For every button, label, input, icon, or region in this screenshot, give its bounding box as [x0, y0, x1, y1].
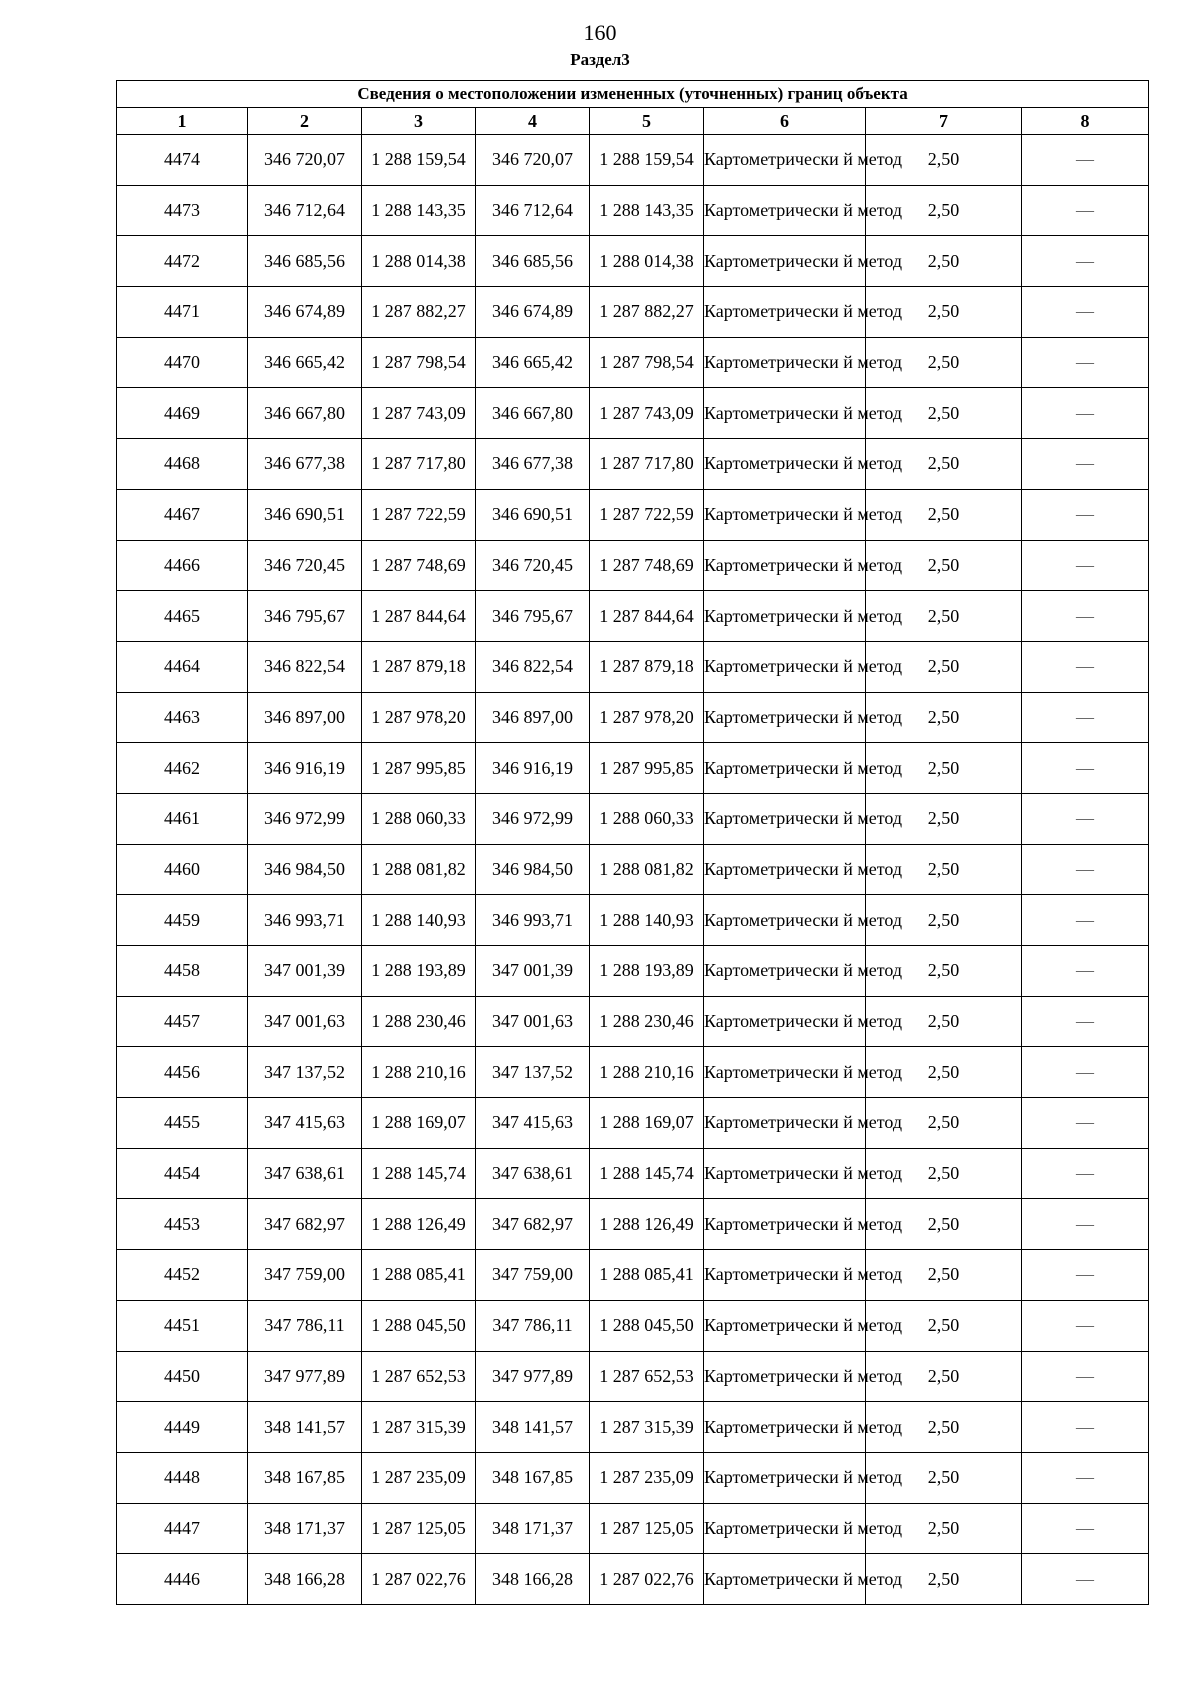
column-header: 6	[704, 108, 866, 135]
x-new-cell: 346 720,45	[476, 540, 590, 591]
accuracy-cell: 2,50	[866, 388, 1022, 439]
accuracy-cell: 2,50	[866, 1250, 1022, 1301]
table-row	[117, 591, 1149, 642]
table-row	[117, 743, 1149, 794]
table-row	[117, 185, 1149, 236]
x-new-cell: 346 674,89	[476, 287, 590, 338]
point-number-cell: 4456	[117, 1047, 248, 1098]
description-cell: —	[1022, 1250, 1149, 1301]
table-row	[117, 641, 1149, 692]
x-old-cell: 347 001,39	[248, 946, 362, 997]
y-old-cell: 1 288 145,74	[362, 1148, 476, 1199]
accuracy-cell: 2,50	[866, 1047, 1022, 1098]
y-new-cell: 1 288 085,41	[590, 1250, 704, 1301]
accuracy-cell: 2,50	[866, 1098, 1022, 1149]
x-new-cell: 346 720,07	[476, 135, 590, 186]
table-row	[117, 135, 1149, 186]
description-cell: —	[1022, 439, 1149, 490]
x-new-cell: 346 665,42	[476, 337, 590, 388]
x-old-cell: 347 682,97	[248, 1199, 362, 1250]
x-new-cell: 347 137,52	[476, 1047, 590, 1098]
table-body	[117, 135, 1149, 1605]
accuracy-cell: 2,50	[866, 591, 1022, 642]
x-new-cell: 346 972,99	[476, 793, 590, 844]
x-new-cell: 348 141,57	[476, 1402, 590, 1453]
method-cell: Картометрически й метод	[704, 540, 866, 591]
x-new-cell: 346 685,56	[476, 236, 590, 287]
x-old-cell: 347 415,63	[248, 1098, 362, 1149]
y-new-cell: 1 288 126,49	[590, 1199, 704, 1250]
table-row	[117, 1047, 1149, 1098]
description-cell: —	[1022, 135, 1149, 186]
x-old-cell: 346 795,67	[248, 591, 362, 642]
y-new-cell: 1 288 143,35	[590, 185, 704, 236]
x-new-cell: 348 166,28	[476, 1554, 590, 1605]
accuracy-cell: 2,50	[866, 1402, 1022, 1453]
point-number-cell: 4452	[117, 1250, 248, 1301]
y-new-cell: 1 287 652,53	[590, 1351, 704, 1402]
method-cell: Картометрически й метод	[704, 1554, 866, 1605]
x-old-cell: 347 759,00	[248, 1250, 362, 1301]
accuracy-cell: 2,50	[866, 1199, 1022, 1250]
point-number-cell: 4446	[117, 1554, 248, 1605]
method-cell: Картометрически й метод	[704, 692, 866, 743]
x-new-cell: 347 638,61	[476, 1148, 590, 1199]
y-old-cell: 1 287 978,20	[362, 692, 476, 743]
method-cell: Картометрически й метод	[704, 1250, 866, 1301]
accuracy-cell: 2,50	[866, 946, 1022, 997]
description-cell: —	[1022, 946, 1149, 997]
point-number-cell: 4459	[117, 895, 248, 946]
x-old-cell: 348 167,85	[248, 1452, 362, 1503]
method-cell: Картометрически й метод	[704, 641, 866, 692]
point-number-cell: 4450	[117, 1351, 248, 1402]
accuracy-cell: 2,50	[866, 692, 1022, 743]
point-number-cell: 4473	[117, 185, 248, 236]
accuracy-cell: 2,50	[866, 185, 1022, 236]
description-cell: —	[1022, 540, 1149, 591]
y-old-cell: 1 288 126,49	[362, 1199, 476, 1250]
x-new-cell: 347 001,39	[476, 946, 590, 997]
method-cell: Картометрически й метод	[704, 1300, 866, 1351]
column-header: 5	[590, 108, 704, 135]
x-old-cell: 346 984,50	[248, 844, 362, 895]
point-number-cell: 4467	[117, 489, 248, 540]
accuracy-cell: 2,50	[866, 439, 1022, 490]
x-new-cell: 347 682,97	[476, 1199, 590, 1250]
table-row	[117, 489, 1149, 540]
x-old-cell: 346 720,07	[248, 135, 362, 186]
x-new-cell: 347 415,63	[476, 1098, 590, 1149]
point-number-cell: 4449	[117, 1402, 248, 1453]
description-cell: —	[1022, 236, 1149, 287]
method-cell: Картометрически й метод	[704, 489, 866, 540]
y-old-cell: 1 288 230,46	[362, 996, 476, 1047]
y-old-cell: 1 288 081,82	[362, 844, 476, 895]
x-old-cell: 346 916,19	[248, 743, 362, 794]
point-number-cell: 4453	[117, 1199, 248, 1250]
method-cell: Картометрически й метод	[704, 1047, 866, 1098]
table-row	[117, 1452, 1149, 1503]
accuracy-cell: 2,50	[866, 236, 1022, 287]
x-new-cell: 347 001,63	[476, 996, 590, 1047]
y-old-cell: 1 287 722,59	[362, 489, 476, 540]
table-row	[117, 388, 1149, 439]
accuracy-cell: 2,50	[866, 1503, 1022, 1554]
point-number-cell: 4447	[117, 1503, 248, 1554]
y-new-cell: 1 288 230,46	[590, 996, 704, 1047]
accuracy-cell: 2,50	[866, 287, 1022, 338]
description-cell: —	[1022, 185, 1149, 236]
method-cell: Картометрически й метод	[704, 337, 866, 388]
y-old-cell: 1 288 014,38	[362, 236, 476, 287]
x-old-cell: 347 786,11	[248, 1300, 362, 1351]
y-new-cell: 1 287 125,05	[590, 1503, 704, 1554]
y-new-cell: 1 288 045,50	[590, 1300, 704, 1351]
y-old-cell: 1 287 125,05	[362, 1503, 476, 1554]
description-cell: —	[1022, 895, 1149, 946]
column-header: 2	[248, 108, 362, 135]
method-cell: Картометрически й метод	[704, 1199, 866, 1250]
y-new-cell: 1 288 169,07	[590, 1098, 704, 1149]
accuracy-cell: 2,50	[866, 1351, 1022, 1402]
table-row	[117, 692, 1149, 743]
description-cell: —	[1022, 388, 1149, 439]
y-old-cell: 1 288 159,54	[362, 135, 476, 186]
x-new-cell: 346 897,00	[476, 692, 590, 743]
x-new-cell: 346 822,54	[476, 641, 590, 692]
y-new-cell: 1 287 743,09	[590, 388, 704, 439]
description-cell: —	[1022, 844, 1149, 895]
method-cell: Картометрически й метод	[704, 185, 866, 236]
x-old-cell: 346 822,54	[248, 641, 362, 692]
description-cell: —	[1022, 591, 1149, 642]
y-old-cell: 1 288 169,07	[362, 1098, 476, 1149]
y-old-cell: 1 287 882,27	[362, 287, 476, 338]
description-cell: —	[1022, 1300, 1149, 1351]
x-old-cell: 347 638,61	[248, 1148, 362, 1199]
y-old-cell: 1 288 060,33	[362, 793, 476, 844]
table-row	[117, 895, 1149, 946]
accuracy-cell: 2,50	[866, 1554, 1022, 1605]
y-old-cell: 1 287 022,76	[362, 1554, 476, 1605]
x-old-cell: 346 720,45	[248, 540, 362, 591]
table-row	[117, 236, 1149, 287]
table-row	[117, 1351, 1149, 1402]
y-new-cell: 1 288 210,16	[590, 1047, 704, 1098]
x-old-cell: 348 171,37	[248, 1503, 362, 1554]
y-new-cell: 1 287 798,54	[590, 337, 704, 388]
accuracy-cell: 2,50	[866, 1300, 1022, 1351]
column-header: 4	[476, 108, 590, 135]
description-cell: —	[1022, 692, 1149, 743]
y-new-cell: 1 288 145,74	[590, 1148, 704, 1199]
point-number-cell: 4466	[117, 540, 248, 591]
y-old-cell: 1 287 743,09	[362, 388, 476, 439]
x-old-cell: 348 166,28	[248, 1554, 362, 1605]
table-row	[117, 337, 1149, 388]
description-cell: —	[1022, 743, 1149, 794]
x-old-cell: 346 667,80	[248, 388, 362, 439]
y-new-cell: 1 287 879,18	[590, 641, 704, 692]
table-caption-row	[117, 81, 1149, 108]
x-old-cell: 347 001,63	[248, 996, 362, 1047]
point-number-cell: 4461	[117, 793, 248, 844]
table-header-row	[117, 108, 1149, 135]
x-new-cell: 346 916,19	[476, 743, 590, 794]
description-cell: —	[1022, 1554, 1149, 1605]
x-new-cell: 346 993,71	[476, 895, 590, 946]
description-cell: —	[1022, 489, 1149, 540]
point-number-cell: 4448	[117, 1452, 248, 1503]
y-new-cell: 1 287 978,20	[590, 692, 704, 743]
table-row	[117, 1250, 1149, 1301]
x-new-cell: 346 984,50	[476, 844, 590, 895]
point-number-cell: 4470	[117, 337, 248, 388]
method-cell: Картометрически й метод	[704, 388, 866, 439]
y-new-cell: 1 288 140,93	[590, 895, 704, 946]
x-new-cell: 347 759,00	[476, 1250, 590, 1301]
method-cell: Картометрически й метод	[704, 946, 866, 997]
y-new-cell: 1 287 722,59	[590, 489, 704, 540]
y-old-cell: 1 288 085,41	[362, 1250, 476, 1301]
x-old-cell: 347 977,89	[248, 1351, 362, 1402]
column-header: 8	[1022, 108, 1149, 135]
point-number-cell: 4463	[117, 692, 248, 743]
y-old-cell: 1 287 844,64	[362, 591, 476, 642]
x-old-cell: 348 141,57	[248, 1402, 362, 1453]
description-cell: —	[1022, 1402, 1149, 1453]
y-old-cell: 1 288 140,93	[362, 895, 476, 946]
x-new-cell: 346 677,38	[476, 439, 590, 490]
x-new-cell: 346 712,64	[476, 185, 590, 236]
accuracy-cell: 2,50	[866, 996, 1022, 1047]
table-row	[117, 540, 1149, 591]
x-old-cell: 346 677,38	[248, 439, 362, 490]
method-cell: Картометрически й метод	[704, 996, 866, 1047]
accuracy-cell: 2,50	[866, 895, 1022, 946]
accuracy-cell: 2,50	[866, 540, 1022, 591]
x-old-cell: 347 137,52	[248, 1047, 362, 1098]
method-cell: Картометрически й метод	[704, 793, 866, 844]
description-cell: —	[1022, 1351, 1149, 1402]
x-old-cell: 346 690,51	[248, 489, 362, 540]
method-cell: Картометрически й метод	[704, 895, 866, 946]
column-header: 7	[866, 108, 1022, 135]
x-new-cell: 346 667,80	[476, 388, 590, 439]
x-old-cell: 346 993,71	[248, 895, 362, 946]
point-number-cell: 4458	[117, 946, 248, 997]
point-number-cell: 4472	[117, 236, 248, 287]
boundary-coordinates-table	[116, 80, 1149, 1605]
accuracy-cell: 2,50	[866, 793, 1022, 844]
y-old-cell: 1 287 652,53	[362, 1351, 476, 1402]
table-row	[117, 1402, 1149, 1453]
y-old-cell: 1 288 193,89	[362, 946, 476, 997]
y-old-cell: 1 287 315,39	[362, 1402, 476, 1453]
y-new-cell: 1 287 748,69	[590, 540, 704, 591]
point-number-cell: 4457	[117, 996, 248, 1047]
x-old-cell: 346 685,56	[248, 236, 362, 287]
y-new-cell: 1 288 159,54	[590, 135, 704, 186]
table-row	[117, 1199, 1149, 1250]
description-cell: —	[1022, 793, 1149, 844]
method-cell: Картометрически й метод	[704, 1452, 866, 1503]
y-new-cell: 1 288 060,33	[590, 793, 704, 844]
y-old-cell: 1 287 235,09	[362, 1452, 476, 1503]
y-old-cell: 1 287 879,18	[362, 641, 476, 692]
y-old-cell: 1 287 717,80	[362, 439, 476, 490]
method-cell: Картометрически й метод	[704, 236, 866, 287]
y-new-cell: 1 287 882,27	[590, 287, 704, 338]
table-row	[117, 1503, 1149, 1554]
x-new-cell: 347 786,11	[476, 1300, 590, 1351]
accuracy-cell: 2,50	[866, 1148, 1022, 1199]
y-old-cell: 1 288 143,35	[362, 185, 476, 236]
point-number-cell: 4460	[117, 844, 248, 895]
accuracy-cell: 2,50	[866, 489, 1022, 540]
y-new-cell: 1 287 844,64	[590, 591, 704, 642]
x-old-cell: 346 972,99	[248, 793, 362, 844]
y-new-cell: 1 287 315,39	[590, 1402, 704, 1453]
method-cell: Картометрически й метод	[704, 1351, 866, 1402]
point-number-cell: 4469	[117, 388, 248, 439]
table-row	[117, 1148, 1149, 1199]
method-cell: Картометрически й метод	[704, 287, 866, 338]
method-cell: Картометрически й метод	[704, 591, 866, 642]
y-new-cell: 1 288 081,82	[590, 844, 704, 895]
point-number-cell: 4471	[117, 287, 248, 338]
method-cell: Картометрически й метод	[704, 1402, 866, 1453]
y-old-cell: 1 287 748,69	[362, 540, 476, 591]
accuracy-cell: 2,50	[866, 135, 1022, 186]
point-number-cell: 4455	[117, 1098, 248, 1149]
point-number-cell: 4462	[117, 743, 248, 794]
y-new-cell: 1 287 995,85	[590, 743, 704, 794]
description-cell: —	[1022, 1098, 1149, 1149]
table-row	[117, 844, 1149, 895]
accuracy-cell: 2,50	[866, 1452, 1022, 1503]
table-row	[117, 1098, 1149, 1149]
description-cell: —	[1022, 1148, 1149, 1199]
table-caption: Сведения о местоположении измененных (уточненных) границ объекта	[117, 81, 1149, 108]
x-new-cell: 347 977,89	[476, 1351, 590, 1402]
description-cell: —	[1022, 337, 1149, 388]
accuracy-cell: 2,50	[866, 337, 1022, 388]
accuracy-cell: 2,50	[866, 743, 1022, 794]
page-number: 160	[583, 20, 617, 45]
description-cell: —	[1022, 1047, 1149, 1098]
point-number-cell: 4474	[117, 135, 248, 186]
description-cell: —	[1022, 1199, 1149, 1250]
x-new-cell: 346 690,51	[476, 489, 590, 540]
point-number-cell: 4451	[117, 1300, 248, 1351]
x-old-cell: 346 665,42	[248, 337, 362, 388]
x-old-cell: 346 712,64	[248, 185, 362, 236]
point-number-cell: 4464	[117, 641, 248, 692]
column-header: 3	[362, 108, 476, 135]
column-header: 1	[117, 108, 248, 135]
table-row	[117, 1554, 1149, 1605]
method-cell: Картометрически й метод	[704, 844, 866, 895]
description-cell: —	[1022, 1503, 1149, 1554]
method-cell: Картометрически й метод	[704, 439, 866, 490]
x-new-cell: 348 171,37	[476, 1503, 590, 1554]
description-cell: —	[1022, 641, 1149, 692]
table-row	[117, 996, 1149, 1047]
y-new-cell: 1 287 022,76	[590, 1554, 704, 1605]
table-row	[117, 1300, 1149, 1351]
description-cell: —	[1022, 1452, 1149, 1503]
table-row	[117, 287, 1149, 338]
y-old-cell: 1 288 210,16	[362, 1047, 476, 1098]
method-cell: Картометрически й метод	[704, 1503, 866, 1554]
y-old-cell: 1 288 045,50	[362, 1300, 476, 1351]
table-row	[117, 946, 1149, 997]
x-new-cell: 348 167,85	[476, 1452, 590, 1503]
method-cell: Картометрически й метод	[704, 743, 866, 794]
description-cell: —	[1022, 287, 1149, 338]
table-row	[117, 793, 1149, 844]
method-cell: Картометрически й метод	[704, 1098, 866, 1149]
y-new-cell: 1 287 717,80	[590, 439, 704, 490]
table-row	[117, 439, 1149, 490]
accuracy-cell: 2,50	[866, 844, 1022, 895]
x-new-cell: 346 795,67	[476, 591, 590, 642]
y-old-cell: 1 287 798,54	[362, 337, 476, 388]
y-new-cell: 1 287 235,09	[590, 1452, 704, 1503]
method-cell: Картометрически й метод	[704, 1148, 866, 1199]
y-new-cell: 1 288 193,89	[590, 946, 704, 997]
method-cell: Картометрически й метод	[704, 135, 866, 186]
point-number-cell: 4468	[117, 439, 248, 490]
y-new-cell: 1 288 014,38	[590, 236, 704, 287]
description-cell: —	[1022, 996, 1149, 1047]
y-old-cell: 1 287 995,85	[362, 743, 476, 794]
accuracy-cell: 2,50	[866, 641, 1022, 692]
x-old-cell: 346 897,00	[248, 692, 362, 743]
point-number-cell: 4465	[117, 591, 248, 642]
section-title: Раздел3	[570, 50, 630, 69]
x-old-cell: 346 674,89	[248, 287, 362, 338]
point-number-cell: 4454	[117, 1148, 248, 1199]
